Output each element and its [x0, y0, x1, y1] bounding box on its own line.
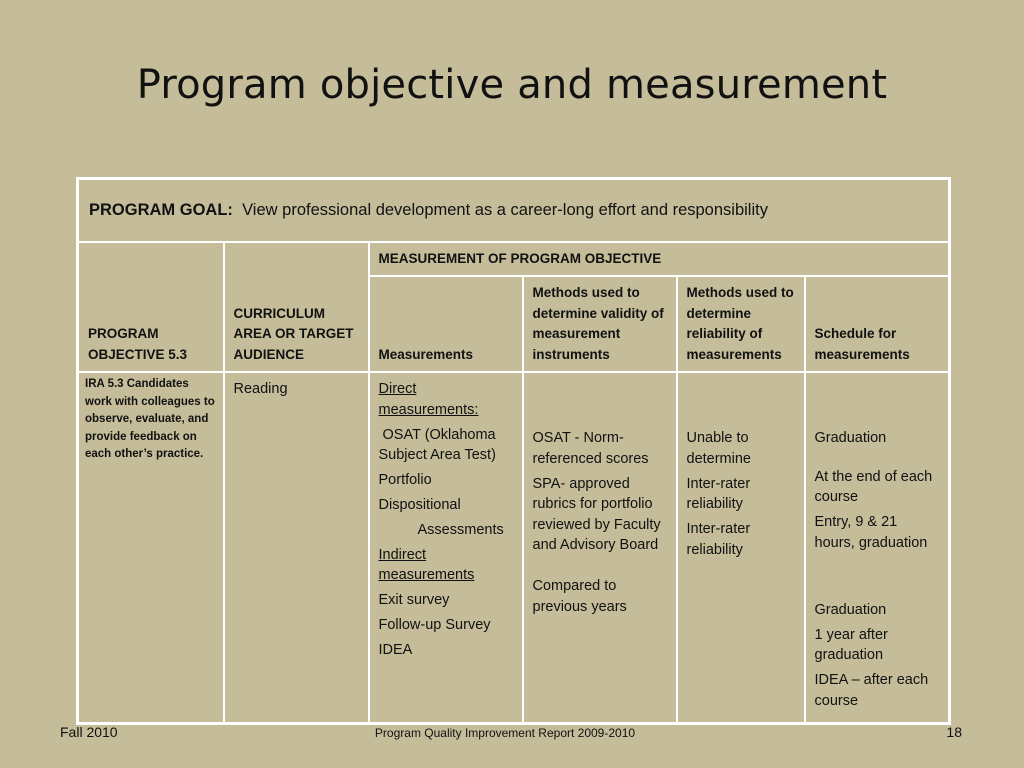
program-goal-text: View professional development as a career-long effort and responsibility — [242, 201, 768, 219]
schedule-end-of-course: At the end of each course — [814, 468, 933, 505]
header-reliability-methods: Methods used to determine reliability of measurements — [677, 276, 805, 372]
measurements-cell — [369, 372, 523, 723]
footer-date: Fall 2010 — [60, 724, 118, 740]
followup-survey-measurement: Follow-up Survey — [378, 617, 491, 633]
header-validity-methods: Methods used to determine validity of measurement instruments — [523, 276, 677, 372]
curriculum-value: Reading — [224, 372, 369, 723]
header-curriculum-area: CURRICULUM AREA OR TARGET AUDIENCE — [224, 242, 369, 373]
objective-description: IRA 5.3 Candidates work with colleagues to observe, evaluate, and provide feedback on each other’s practice. — [78, 372, 224, 723]
header-measurements: Measurements — [369, 276, 523, 372]
reliability-inter-rater-2: Inter-rater reliability — [686, 521, 751, 558]
exit-survey-measurement: Exit survey — [378, 592, 450, 608]
validity-osat: OSAT - Norm-referenced scores — [532, 430, 649, 467]
objective-table — [76, 177, 951, 725]
schedule-graduation-2: Graduation — [814, 601, 887, 618]
reliability-unable: Unable to determine — [686, 430, 751, 467]
validity-compared: Compared to previous years — [532, 578, 627, 615]
schedule-year-after: 1 year after graduation — [814, 626, 888, 663]
program-goal-cell — [78, 179, 950, 242]
slide-title: Program objective and measurement — [136, 62, 888, 108]
validity-cell — [523, 372, 677, 723]
header-schedule: Schedule for measurements — [805, 276, 950, 372]
indirect-measurements-label: Indirect measurements — [378, 546, 475, 583]
schedule-cell — [805, 372, 950, 723]
direct-measurements-label: Direct measurements: — [378, 381, 479, 418]
slide-number: 18 — [946, 724, 962, 740]
dispositional-measurement: Dispositional — [378, 497, 461, 513]
portfolio-measurement: Portfolio — [378, 472, 432, 488]
assessments-measurement: Assessments — [417, 521, 504, 538]
idea-measurement: IDEA — [378, 642, 413, 658]
program-goal-label: PROGRAM GOAL: — [89, 201, 233, 219]
osat-measurement: OSAT (Oklahoma Subject Area Test) — [378, 426, 500, 463]
footer-report-title: Program Quality Improvement Report 2009-2010 — [374, 726, 636, 740]
reliability-inter-rater-1: Inter-rater reliability — [686, 475, 751, 512]
header-program-objective: PROGRAM OBJECTIVE 5.3 — [78, 242, 224, 373]
reliability-cell — [677, 372, 805, 723]
schedule-idea: IDEA – after each course — [814, 672, 929, 709]
schedule-graduation-1: Graduation — [814, 430, 887, 446]
header-measurement-of-objective: MEASUREMENT OF PROGRAM OBJECTIVE — [369, 242, 950, 277]
schedule-entry: Entry, 9 & 21 hours, graduation — [814, 514, 928, 551]
validity-spa: SPA- approved rubrics for portfolio reviewed by Faculty and Advisory Board — [532, 475, 661, 553]
